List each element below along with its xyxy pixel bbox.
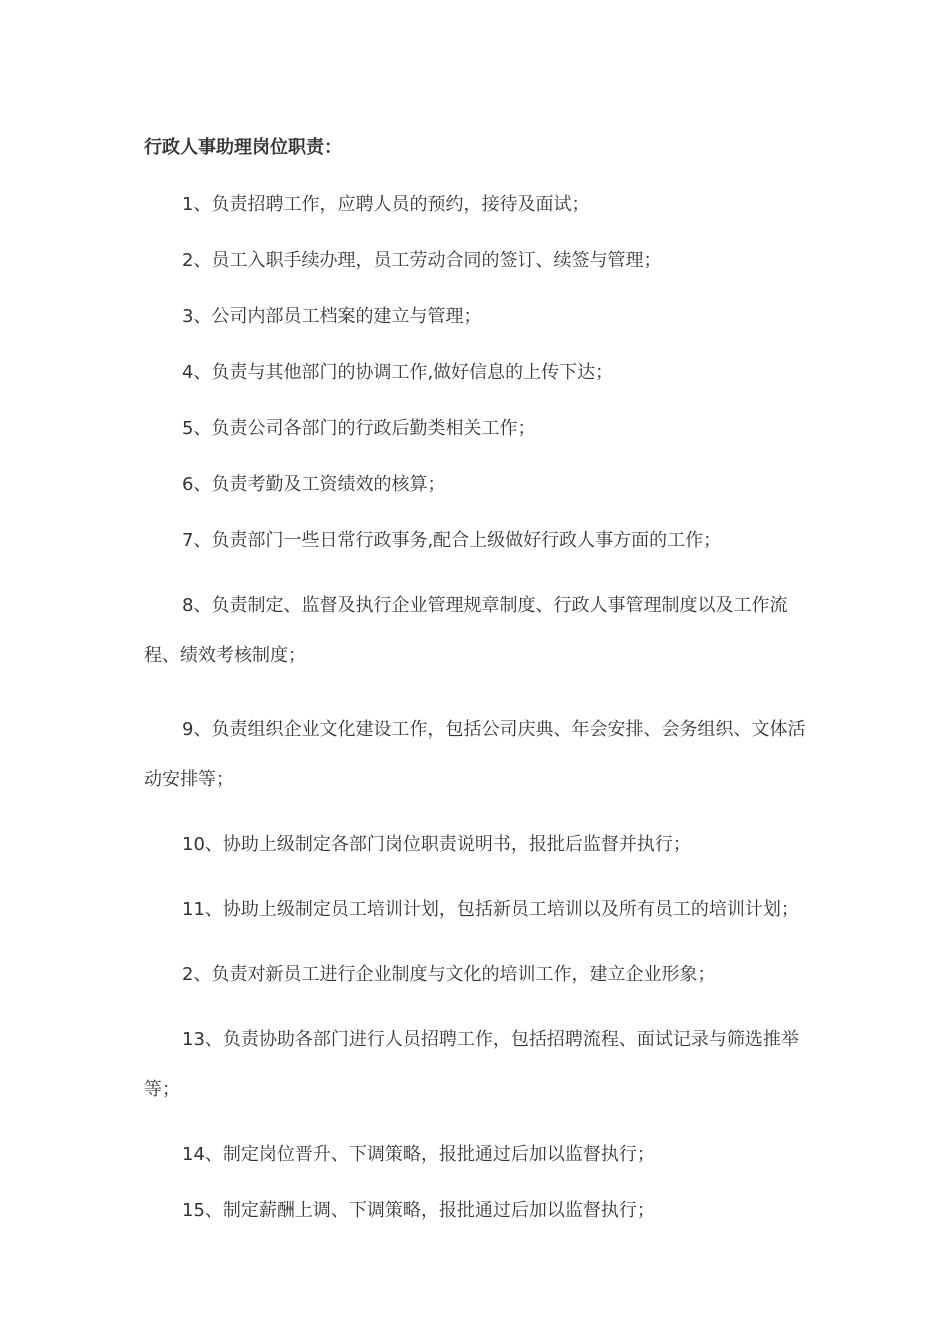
document-title: 行政人事助理岗位职责： xyxy=(144,137,342,158)
duty-item-9: 9、负责组织企业文化建设工作，包括公司庆典、年会安排、会务组织、文体活动安排等； xyxy=(144,719,806,790)
duty-item-7: 7、负责部门一些日常行政事务,配合上级做好行政人事方面的工作； xyxy=(182,530,722,551)
duty-item-3: 3、公司内部员工档案的建立与管理； xyxy=(182,306,482,327)
duty-item-1: 1、负责招聘工作，应聘人员的预约，接待及面试； xyxy=(182,194,590,215)
duty-item-5: 5、负责公司各部门的行政后勤类相关工作； xyxy=(182,418,536,439)
duty-item-6: 6、负责考勤及工资绩效的核算； xyxy=(182,474,446,495)
duty-item-4: 4、负责与其他部门的协调工作,做好信息的上传下达； xyxy=(182,362,614,383)
duty-item-14: 14、制定岗位晋升、下调策略，报批通过后加以监督执行； xyxy=(182,1144,655,1165)
duty-item-13: 13、负责协助各部门进行人员招聘工作，包括招聘流程、面试记录与筛选推举等； xyxy=(144,1029,799,1100)
duty-item-11: 11、协助上级制定员工培训计划，包括新员工培训以及所有员工的培训计划； xyxy=(182,899,799,920)
duty-item-10: 10、协助上级制定各部门岗位职责说明书，报批后监督并执行； xyxy=(182,834,691,855)
duty-item-15: 15、制定薪酬上调、下调策略，报批通过后加以监督执行； xyxy=(182,1200,655,1221)
document-content xyxy=(144,132,814,1251)
duty-item-12: 2、负责对新员工进行企业制度与文化的培训工作，建立企业形象； xyxy=(182,964,716,985)
duty-item-8: 8、负责制定、监督及执行企业管理规章制度、行政人事管理制度以及工作流程、绩效考核制度； xyxy=(144,595,788,666)
duty-item-2: 2、员工入职手续办理，员工劳动合同的签订、续签与管理； xyxy=(182,250,662,271)
